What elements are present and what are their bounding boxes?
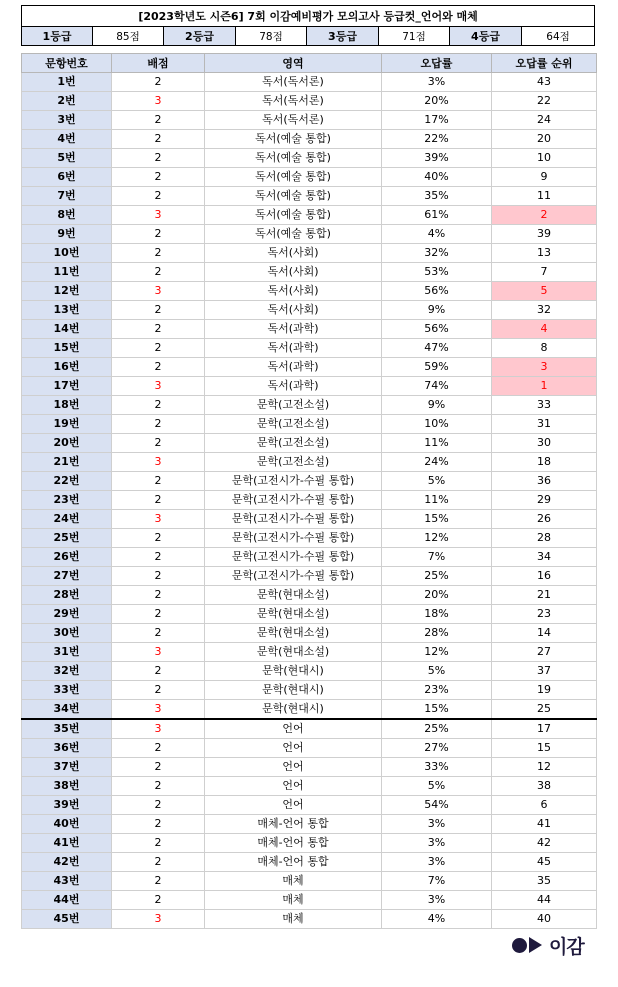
- error-rank-cell: 27: [492, 643, 597, 662]
- question-number: 1번: [22, 73, 112, 92]
- question-number: 35번: [22, 719, 112, 739]
- points-cell: 2: [112, 796, 205, 815]
- question-number: 29번: [22, 605, 112, 624]
- error-rank-cell: 44: [492, 891, 597, 910]
- question-number: 15번: [22, 339, 112, 358]
- points-cell: 2: [112, 529, 205, 548]
- area-cell: 매체: [205, 872, 382, 891]
- table-row: [22, 244, 597, 263]
- error-rate-cell: 10%: [382, 415, 492, 434]
- question-number: 30번: [22, 624, 112, 643]
- error-rank-cell: 7: [492, 263, 597, 282]
- points-cell: 2: [112, 187, 205, 206]
- area-cell: 매체: [205, 910, 382, 929]
- grade-score: 85점: [93, 27, 164, 46]
- error-rank-cell: 23: [492, 605, 597, 624]
- table-row: [22, 358, 597, 377]
- error-rank-cell: 29: [492, 491, 597, 510]
- area-cell: 독서(예술 통합): [205, 187, 382, 206]
- question-number: 28번: [22, 586, 112, 605]
- error-rate-cell: 3%: [382, 73, 492, 92]
- column-header-question: 문항번호: [22, 54, 112, 73]
- points-cell: 2: [112, 301, 205, 320]
- table-row: [22, 92, 597, 111]
- grade-label: 4등급: [450, 27, 522, 46]
- table-row: [22, 719, 597, 739]
- area-cell: 문학(현대시): [205, 700, 382, 720]
- question-number: 34번: [22, 700, 112, 720]
- error-rate-cell: 61%: [382, 206, 492, 225]
- points-cell: 2: [112, 320, 205, 339]
- table-row: [22, 815, 597, 834]
- area-cell: 언어: [205, 777, 382, 796]
- error-rate-cell: 25%: [382, 719, 492, 739]
- error-rank-cell: 31: [492, 415, 597, 434]
- question-number: 41번: [22, 834, 112, 853]
- error-rate-cell: 23%: [382, 681, 492, 700]
- column-header-error-rate: 오답률: [382, 54, 492, 73]
- table-row: [22, 777, 597, 796]
- points-cell: 2: [112, 358, 205, 377]
- points-cell: 3: [112, 453, 205, 472]
- error-rank-cell: 13: [492, 244, 597, 263]
- question-number: 6번: [22, 168, 112, 187]
- question-number: 33번: [22, 681, 112, 700]
- points-cell: 3: [112, 377, 205, 396]
- area-cell: 언어: [205, 719, 382, 739]
- error-rank-cell: 40: [492, 910, 597, 929]
- table-row: [22, 225, 597, 244]
- error-rank-cell: 12: [492, 758, 597, 777]
- error-rank-cell: 35: [492, 872, 597, 891]
- error-rate-cell: 40%: [382, 168, 492, 187]
- question-number: 16번: [22, 358, 112, 377]
- error-rate-cell: 3%: [382, 891, 492, 910]
- grade-label: 1등급: [22, 27, 93, 46]
- error-rate-cell: 54%: [382, 796, 492, 815]
- question-number: 37번: [22, 758, 112, 777]
- table-row: [22, 643, 597, 662]
- grade-cut-row: [22, 27, 595, 46]
- area-cell: 독서(예술 통합): [205, 225, 382, 244]
- question-number: 44번: [22, 891, 112, 910]
- area-cell: 문학(고전시가-수필 통합): [205, 529, 382, 548]
- points-cell: 3: [112, 510, 205, 529]
- error-rate-cell: 56%: [382, 320, 492, 339]
- points-cell: 2: [112, 149, 205, 168]
- table-row: [22, 206, 597, 225]
- table-row: [22, 853, 597, 872]
- table-row: [22, 891, 597, 910]
- error-rate-cell: 18%: [382, 605, 492, 624]
- error-rank-cell: 8: [492, 339, 597, 358]
- area-cell: 문학(현대시): [205, 662, 382, 681]
- error-rank-cell: 4: [492, 320, 597, 339]
- error-rank-cell: 45: [492, 853, 597, 872]
- area-cell: 독서(사회): [205, 282, 382, 301]
- area-cell: 독서(사회): [205, 263, 382, 282]
- area-cell: 문학(고전시가-수필 통합): [205, 472, 382, 491]
- area-cell: 문학(현대소설): [205, 605, 382, 624]
- error-rank-cell: 33: [492, 396, 597, 415]
- error-rate-cell: 3%: [382, 815, 492, 834]
- grade-label: 3등급: [307, 27, 379, 46]
- area-cell: 문학(고전시가-수필 통합): [205, 567, 382, 586]
- error-rate-cell: 5%: [382, 662, 492, 681]
- area-cell: 독서(독서론): [205, 111, 382, 130]
- points-cell: 2: [112, 681, 205, 700]
- question-number: 42번: [22, 853, 112, 872]
- area-cell: 매체-언어 통합: [205, 853, 382, 872]
- question-number: 38번: [22, 777, 112, 796]
- error-rate-cell: 5%: [382, 472, 492, 491]
- table-row: [22, 872, 597, 891]
- error-rank-cell: 15: [492, 739, 597, 758]
- column-header-area: 영역: [205, 54, 382, 73]
- points-cell: 2: [112, 111, 205, 130]
- grade-score: 78점: [236, 27, 307, 46]
- error-rate-cell: 4%: [382, 910, 492, 929]
- error-rate-cell: 17%: [382, 111, 492, 130]
- table-row: [22, 111, 597, 130]
- error-rate-cell: 12%: [382, 529, 492, 548]
- error-rate-cell: 11%: [382, 491, 492, 510]
- table-row: [22, 339, 597, 358]
- error-rank-cell: 32: [492, 301, 597, 320]
- error-rank-cell: 43: [492, 73, 597, 92]
- area-cell: 독서(예술 통합): [205, 130, 382, 149]
- error-rank-cell: 20: [492, 130, 597, 149]
- points-cell: 2: [112, 624, 205, 643]
- area-cell: 매체-언어 통합: [205, 815, 382, 834]
- table-header-row: [22, 54, 597, 73]
- grade-cut-header: [21, 5, 595, 46]
- error-rank-cell: 41: [492, 815, 597, 834]
- table-row: [22, 662, 597, 681]
- error-rate-cell: 47%: [382, 339, 492, 358]
- question-number: 13번: [22, 301, 112, 320]
- area-cell: 문학(현대소설): [205, 586, 382, 605]
- question-number: 5번: [22, 149, 112, 168]
- table-row: [22, 491, 597, 510]
- table-row: [22, 700, 597, 720]
- points-cell: 3: [112, 282, 205, 301]
- error-rank-cell: 10: [492, 149, 597, 168]
- area-cell: 문학(고전소설): [205, 434, 382, 453]
- error-rate-cell: 20%: [382, 586, 492, 605]
- question-number: 2번: [22, 92, 112, 111]
- area-cell: 문학(고전소설): [205, 415, 382, 434]
- error-rate-cell: 15%: [382, 510, 492, 529]
- points-cell: 2: [112, 834, 205, 853]
- error-rank-cell: 38: [492, 777, 597, 796]
- table-row: [22, 453, 597, 472]
- points-cell: 3: [112, 643, 205, 662]
- points-cell: 2: [112, 777, 205, 796]
- error-rate-cell: 59%: [382, 358, 492, 377]
- error-rate-cell: 35%: [382, 187, 492, 206]
- error-rate-cell: 3%: [382, 834, 492, 853]
- column-header-error-rank: 오답률 순위: [492, 54, 597, 73]
- question-number: 17번: [22, 377, 112, 396]
- area-cell: 문학(현대소설): [205, 624, 382, 643]
- question-number: 45번: [22, 910, 112, 929]
- points-cell: 2: [112, 605, 205, 624]
- area-cell: 독서(사회): [205, 244, 382, 263]
- table-row: [22, 320, 597, 339]
- question-number: 18번: [22, 396, 112, 415]
- error-rate-cell: 11%: [382, 434, 492, 453]
- table-row: [22, 472, 597, 491]
- points-cell: 2: [112, 491, 205, 510]
- question-number: 22번: [22, 472, 112, 491]
- error-rank-cell: 16: [492, 567, 597, 586]
- points-cell: 3: [112, 206, 205, 225]
- points-cell: 3: [112, 700, 205, 720]
- table-row: [22, 834, 597, 853]
- table-row: [22, 510, 597, 529]
- error-rank-cell: 6: [492, 796, 597, 815]
- area-cell: 문학(고전소설): [205, 396, 382, 415]
- error-rank-cell: 36: [492, 472, 597, 491]
- area-cell: 독서(예술 통합): [205, 206, 382, 225]
- points-cell: 3: [112, 92, 205, 111]
- error-rate-cell: 4%: [382, 225, 492, 244]
- error-rate-cell: 5%: [382, 777, 492, 796]
- error-rate-cell: 12%: [382, 643, 492, 662]
- error-rate-cell: 15%: [382, 700, 492, 720]
- column-header-points: 배점: [112, 54, 205, 73]
- error-rate-cell: 25%: [382, 567, 492, 586]
- area-cell: 언어: [205, 758, 382, 777]
- table-row: [22, 263, 597, 282]
- table-row: [22, 624, 597, 643]
- error-rate-cell: 20%: [382, 92, 492, 111]
- error-rank-cell: 19: [492, 681, 597, 700]
- points-cell: 2: [112, 434, 205, 453]
- error-rate-cell: 39%: [382, 149, 492, 168]
- points-cell: 2: [112, 662, 205, 681]
- table-row: [22, 130, 597, 149]
- area-cell: 언어: [205, 739, 382, 758]
- question-number: 24번: [22, 510, 112, 529]
- question-number: 27번: [22, 567, 112, 586]
- question-number: 3번: [22, 111, 112, 130]
- error-rank-cell: 3: [492, 358, 597, 377]
- error-rank-cell: 14: [492, 624, 597, 643]
- error-rank-cell: 11: [492, 187, 597, 206]
- question-number: 31번: [22, 643, 112, 662]
- points-cell: 2: [112, 73, 205, 92]
- area-cell: 독서(예술 통합): [205, 168, 382, 187]
- error-rate-cell: 27%: [382, 739, 492, 758]
- points-cell: 2: [112, 130, 205, 149]
- table-row: [22, 415, 597, 434]
- error-rate-cell: 33%: [382, 758, 492, 777]
- question-number: 20번: [22, 434, 112, 453]
- question-number: 19번: [22, 415, 112, 434]
- question-number: 39번: [22, 796, 112, 815]
- error-rate-cell: 24%: [382, 453, 492, 472]
- error-rank-cell: 39: [492, 225, 597, 244]
- question-number: 43번: [22, 872, 112, 891]
- area-cell: 문학(현대시): [205, 681, 382, 700]
- logo-triangle-icon: [529, 937, 542, 953]
- question-number: 8번: [22, 206, 112, 225]
- grade-score: 71점: [379, 27, 450, 46]
- error-rate-cell: 56%: [382, 282, 492, 301]
- points-cell: 2: [112, 339, 205, 358]
- error-rank-cell: 1: [492, 377, 597, 396]
- error-rank-cell: 2: [492, 206, 597, 225]
- table-row: [22, 396, 597, 415]
- error-rate-cell: 53%: [382, 263, 492, 282]
- points-cell: 2: [112, 396, 205, 415]
- points-cell: 2: [112, 586, 205, 605]
- area-cell: 독서(과학): [205, 339, 382, 358]
- area-cell: 매체: [205, 891, 382, 910]
- table-row: [22, 529, 597, 548]
- area-cell: 독서(과학): [205, 320, 382, 339]
- area-cell: 독서(예술 통합): [205, 149, 382, 168]
- points-cell: 2: [112, 472, 205, 491]
- area-cell: 문학(고전소설): [205, 453, 382, 472]
- error-rate-cell: 22%: [382, 130, 492, 149]
- error-rate-cell: 28%: [382, 624, 492, 643]
- question-number: 21번: [22, 453, 112, 472]
- table-row: [22, 567, 597, 586]
- question-number: 32번: [22, 662, 112, 681]
- question-number: 12번: [22, 282, 112, 301]
- error-rank-cell: 42: [492, 834, 597, 853]
- area-cell: 독서(독서론): [205, 92, 382, 111]
- points-cell: 2: [112, 815, 205, 834]
- points-cell: 2: [112, 415, 205, 434]
- area-cell: 독서(독서론): [205, 73, 382, 92]
- points-cell: 2: [112, 758, 205, 777]
- points-cell: 3: [112, 910, 205, 929]
- area-cell: 독서(사회): [205, 301, 382, 320]
- table-row: [22, 796, 597, 815]
- points-cell: 2: [112, 225, 205, 244]
- table-row: [22, 168, 597, 187]
- error-rate-cell: 32%: [382, 244, 492, 263]
- question-number: 14번: [22, 320, 112, 339]
- error-rank-cell: 24: [492, 111, 597, 130]
- points-cell: 2: [112, 548, 205, 567]
- error-rank-cell: 30: [492, 434, 597, 453]
- question-number: 25번: [22, 529, 112, 548]
- area-cell: 매체-언어 통합: [205, 834, 382, 853]
- table-body: [22, 73, 597, 929]
- area-cell: 독서(과학): [205, 358, 382, 377]
- points-cell: 2: [112, 739, 205, 758]
- error-rate-cell: 9%: [382, 396, 492, 415]
- error-rank-cell: 34: [492, 548, 597, 567]
- table-row: [22, 910, 597, 929]
- logo-circle-icon: [512, 938, 527, 953]
- error-rank-cell: 9: [492, 168, 597, 187]
- table-row: [22, 377, 597, 396]
- question-number: 40번: [22, 815, 112, 834]
- question-number: 7번: [22, 187, 112, 206]
- logo-text: 이감: [549, 935, 584, 958]
- points-cell: 2: [112, 567, 205, 586]
- points-cell: 2: [112, 891, 205, 910]
- table-row: [22, 282, 597, 301]
- error-rank-cell: 5: [492, 282, 597, 301]
- question-number: 4번: [22, 130, 112, 149]
- table-row: [22, 586, 597, 605]
- grade-label: 2등급: [164, 27, 236, 46]
- points-cell: 2: [112, 263, 205, 282]
- error-rank-cell: 25: [492, 700, 597, 720]
- area-cell: 문학(고전시가-수필 통합): [205, 491, 382, 510]
- brand-logo: [512, 932, 596, 958]
- points-cell: 2: [112, 244, 205, 263]
- table-row: [22, 187, 597, 206]
- area-cell: 문학(고전시가-수필 통합): [205, 548, 382, 567]
- question-number: 11번: [22, 263, 112, 282]
- table-row: [22, 681, 597, 700]
- table-row: [22, 758, 597, 777]
- points-cell: 2: [112, 853, 205, 872]
- question-stats-table: [21, 53, 597, 929]
- question-number: 26번: [22, 548, 112, 567]
- table-row: [22, 434, 597, 453]
- question-number: 10번: [22, 244, 112, 263]
- question-number: 36번: [22, 739, 112, 758]
- points-cell: 2: [112, 168, 205, 187]
- error-rate-cell: 7%: [382, 548, 492, 567]
- area-cell: 문학(고전시가-수필 통합): [205, 510, 382, 529]
- page-title: [2023학년도 시즌6] 7회 이감예비평가 모의고사 등급컷_언어와 매체: [22, 6, 595, 27]
- table-row: [22, 149, 597, 168]
- error-rate-cell: 74%: [382, 377, 492, 396]
- error-rank-cell: 28: [492, 529, 597, 548]
- error-rate-cell: 3%: [382, 853, 492, 872]
- area-cell: 언어: [205, 796, 382, 815]
- question-number: 23번: [22, 491, 112, 510]
- table-row: [22, 739, 597, 758]
- error-rank-cell: 26: [492, 510, 597, 529]
- points-cell: 2: [112, 872, 205, 891]
- points-cell: 3: [112, 719, 205, 739]
- area-cell: 문학(현대소설): [205, 643, 382, 662]
- error-rate-cell: 7%: [382, 872, 492, 891]
- question-number: 9번: [22, 225, 112, 244]
- area-cell: 독서(과학): [205, 377, 382, 396]
- error-rank-cell: 22: [492, 92, 597, 111]
- table-row: [22, 73, 597, 92]
- error-rank-cell: 21: [492, 586, 597, 605]
- error-rate-cell: 9%: [382, 301, 492, 320]
- table-row: [22, 301, 597, 320]
- error-rank-cell: 18: [492, 453, 597, 472]
- table-row: [22, 605, 597, 624]
- grade-score: 64점: [522, 27, 595, 46]
- table-row: [22, 548, 597, 567]
- error-rank-cell: 37: [492, 662, 597, 681]
- error-rank-cell: 17: [492, 719, 597, 739]
